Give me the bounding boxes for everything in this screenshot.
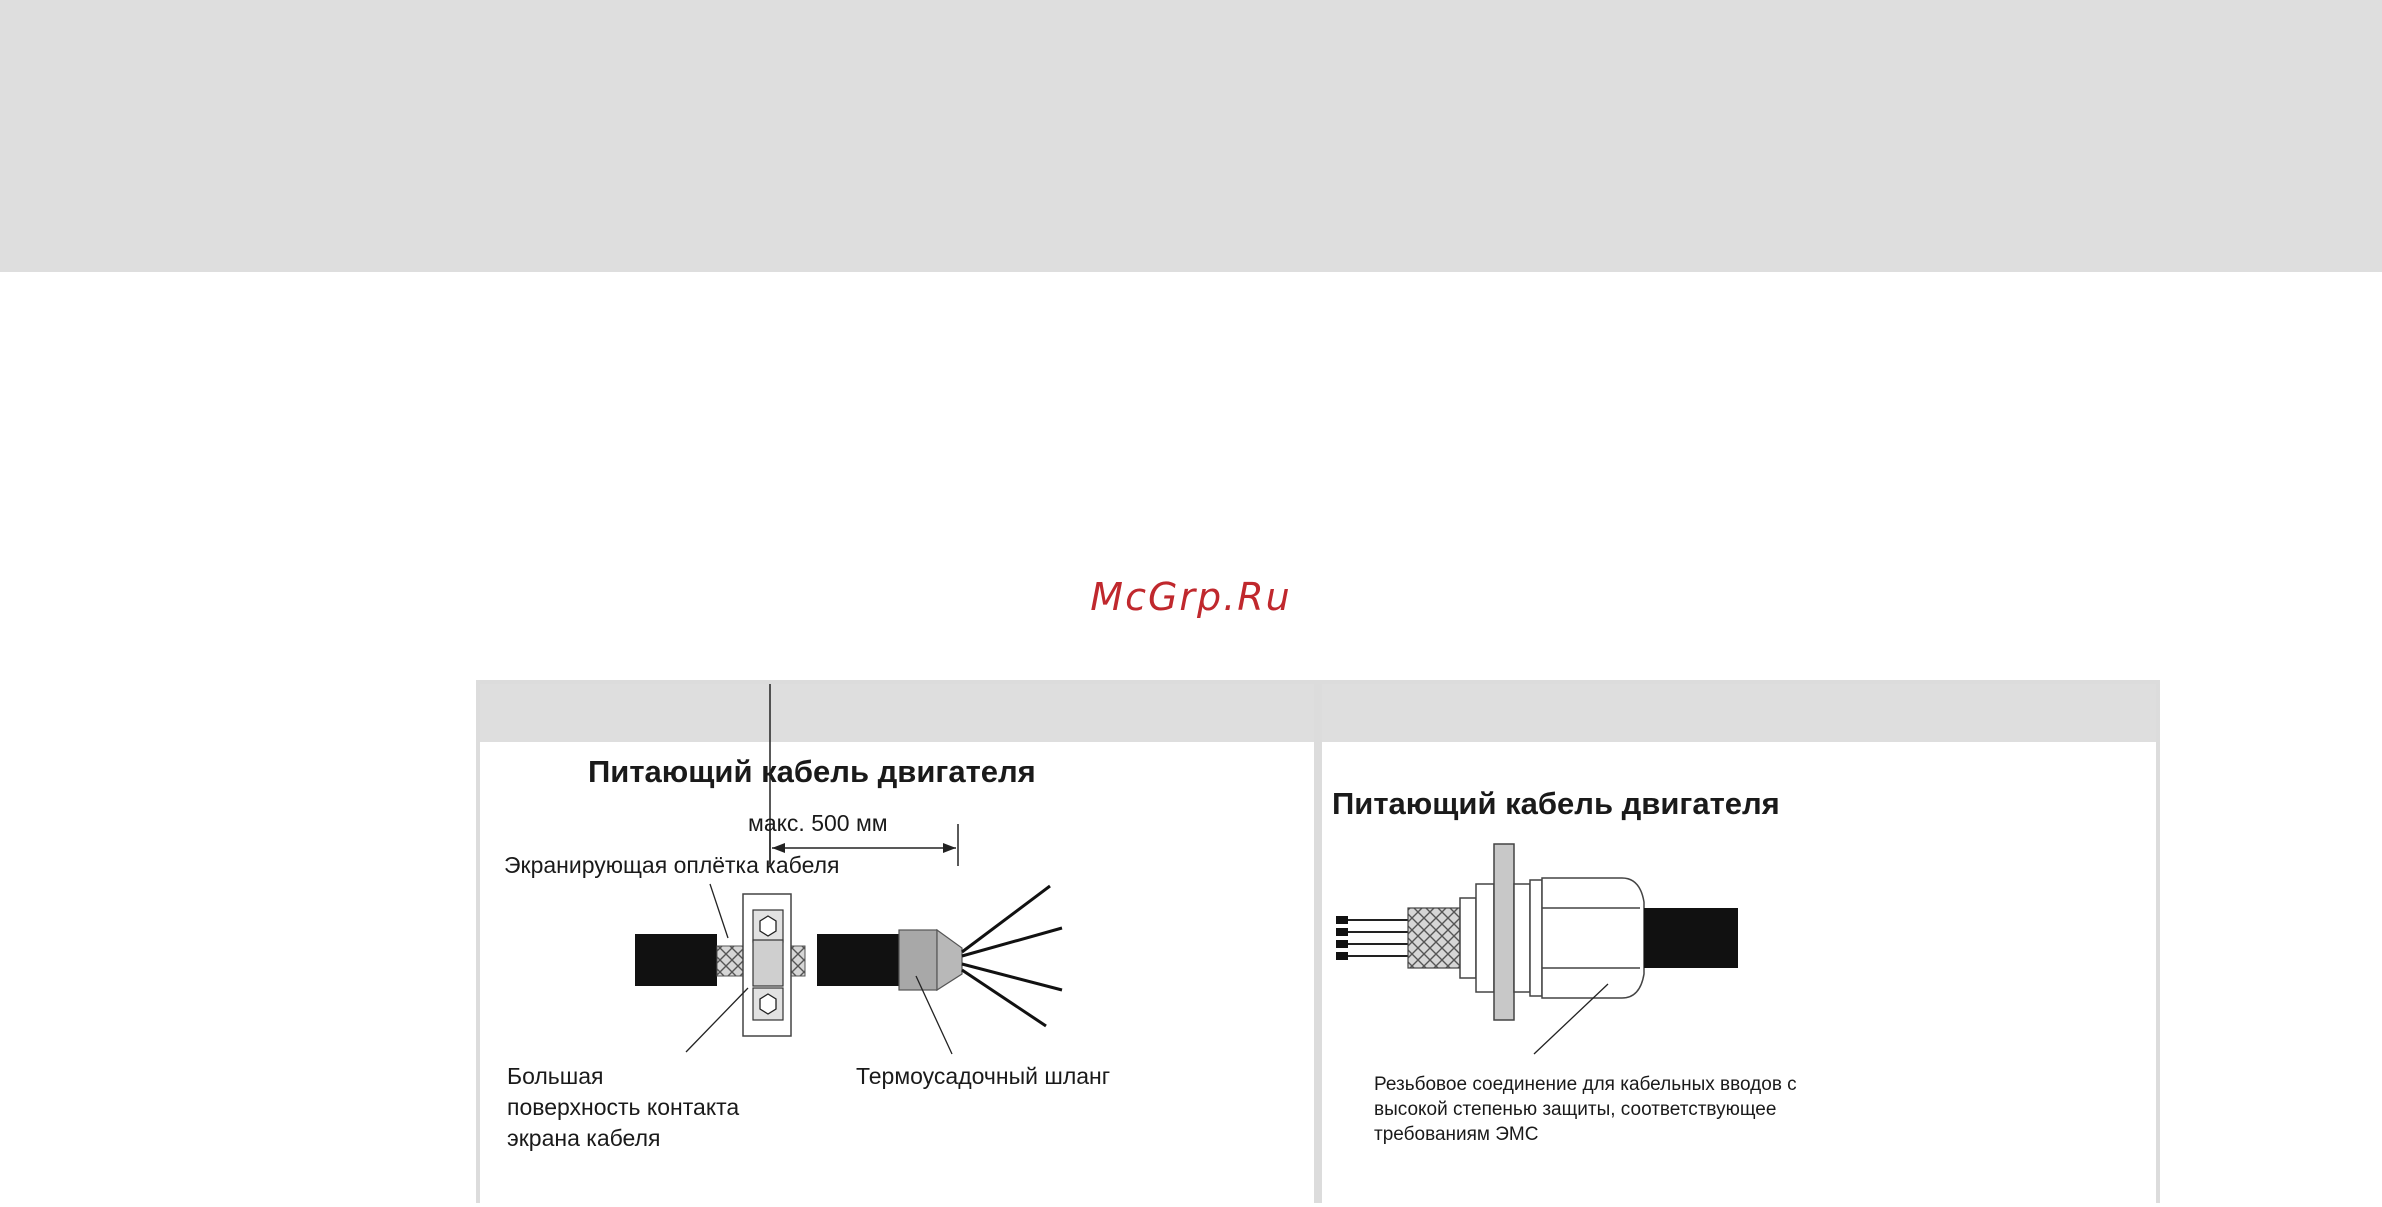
gland-conductors [1336, 916, 1408, 960]
gland-braid [1408, 908, 1460, 968]
contact-label-line-1: Большая [507, 1063, 604, 1089]
cable-jacket-left [635, 934, 717, 986]
watermark: McGrp.Ru [1090, 575, 1292, 619]
leader-braid [710, 884, 728, 938]
header-band [0, 0, 2382, 272]
contact-label-line-3: экрана кабеля [507, 1125, 661, 1151]
gland-label-line-1: Резьбовое соединение для кабельных вводов с [1374, 1074, 1797, 1095]
gland-label-line-3: требованиям ЭМС [1374, 1124, 1539, 1145]
cable-conductors [962, 886, 1062, 1026]
hose-label: Термоусадочный шланг [856, 1063, 1111, 1089]
gland-label-line-2: высокой степенью защиты, соответствующее [1374, 1099, 1777, 1120]
left-figure-title: Питающий кабель двигателя [588, 754, 1036, 789]
right-figure-panel [1318, 680, 2160, 1203]
earth-clamp [743, 894, 791, 1036]
right-figure-title: Питающий кабель двигателя [1332, 786, 1780, 821]
braid-label: Экранирующая оплётка кабеля [504, 852, 840, 878]
left-figure-panel [476, 680, 1318, 1203]
heat-shrink-sleeve [899, 930, 962, 990]
contact-label-line-2: поверхность контакта [507, 1094, 740, 1120]
dimension-label: макс. 500 мм [748, 810, 888, 836]
gland-cable-jacket [1644, 908, 1738, 968]
cable-gland-body [1460, 844, 1644, 1020]
cable-jacket-right [817, 934, 899, 986]
leader-contact [686, 988, 748, 1052]
